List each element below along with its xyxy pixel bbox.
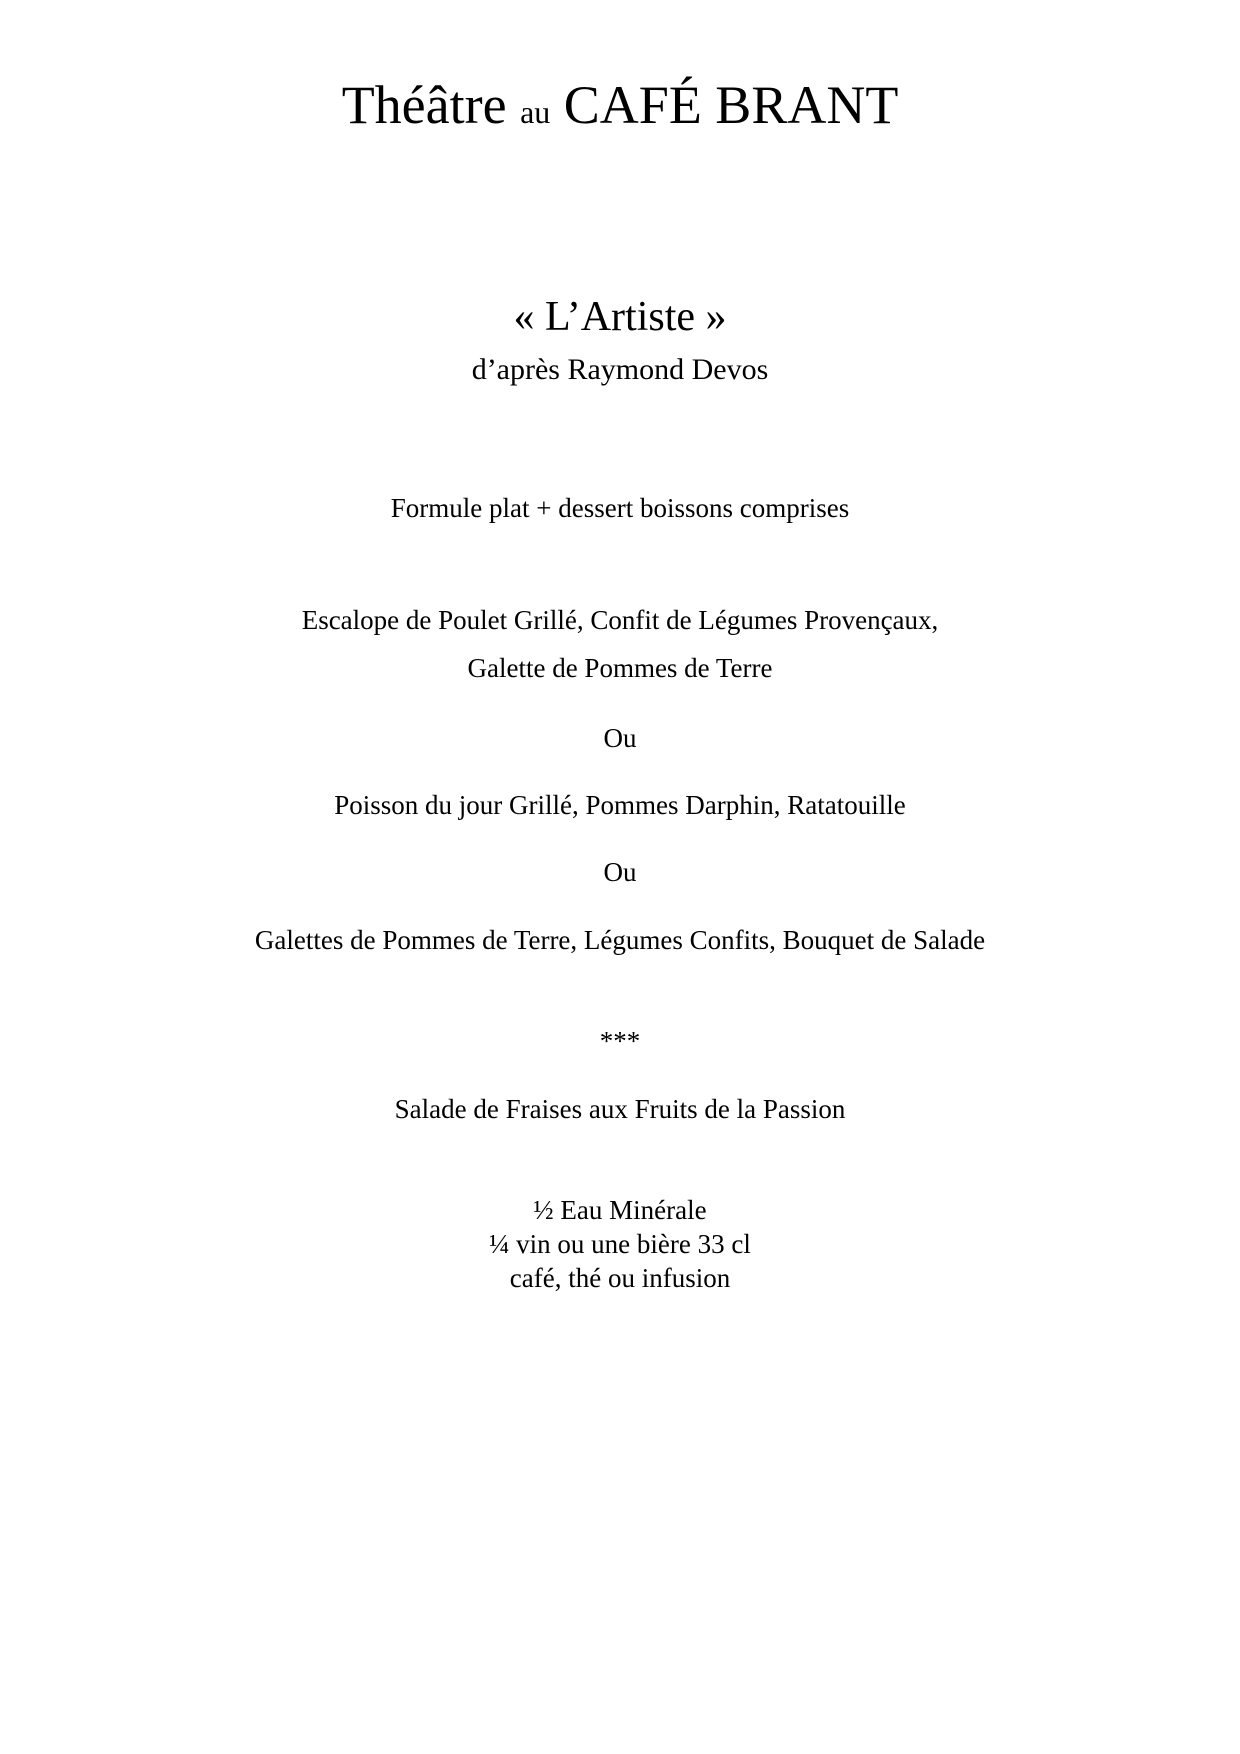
or-separator-1: Ou — [603, 723, 637, 753]
dish-3: Galettes de Pommes de Terre, Légumes Confits, Bouquet de Salade — [254, 925, 986, 955]
drink-line-2: ¼ vin ou une bière 33 cl — [489, 1229, 751, 1259]
dish-1-line-1: Escalope de Poulet Grillé, Confit de Légumes Provençaux, — [301, 605, 939, 635]
drink-line-1: ½ Eau Minérale — [533, 1195, 707, 1225]
or-separator-2: Ou — [603, 857, 637, 887]
show-subtitle: d’après Raymond Devos — [471, 353, 769, 386]
dish-2: Poisson du jour Grillé, Pommes Darphin, Ratatouille — [334, 790, 906, 820]
asterisk-separator: *** — [599, 1026, 641, 1056]
show-title: « L’Artiste » — [513, 294, 727, 340]
title-theatre: Théâtre — [341, 75, 507, 135]
dish-1-line-2: Galette de Pommes de Terre — [467, 653, 773, 683]
title-cafe-brant: CAFÉ BRANT — [563, 75, 899, 135]
formule-heading: Formule plat + dessert boissons comprises — [390, 493, 850, 523]
title-au: au — [520, 94, 551, 130]
page-title — [0, 75, 1240, 135]
dessert: Salade de Fraises aux Fruits de la Passion — [394, 1094, 846, 1124]
drink-line-3: café, thé ou infusion — [509, 1263, 731, 1293]
